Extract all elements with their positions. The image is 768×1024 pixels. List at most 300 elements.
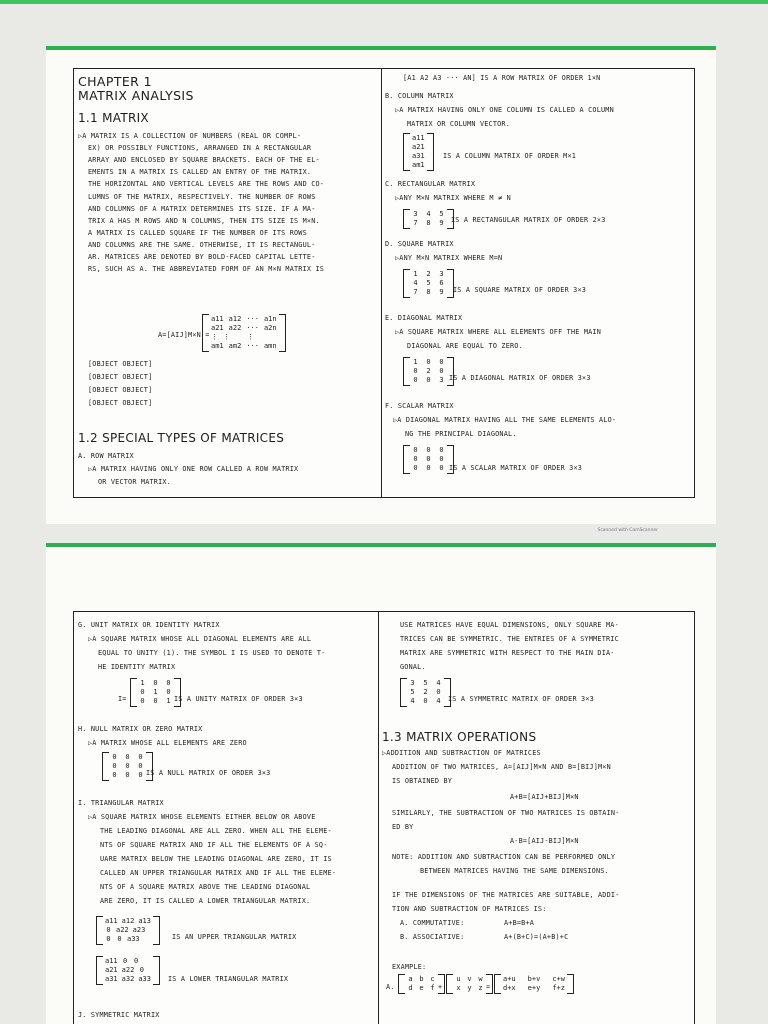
matrix-entry: 0 bbox=[112, 753, 117, 761]
matrix-entry: ⋮ bbox=[211, 333, 218, 341]
matrix-entry: am2 bbox=[228, 342, 242, 350]
subsection-title: A. ROW MATRIX bbox=[78, 452, 134, 460]
paragraph-line: TRICES CAN BE SYMMETRIC. THE ENTRIES OF A SYMMETRIC bbox=[400, 635, 619, 643]
subsection-title: I. TRIANGULAR MATRIX bbox=[78, 799, 164, 807]
section-heading: 1.3 MATRIX OPERATIONS bbox=[382, 730, 537, 744]
matrix-body bbox=[410, 357, 447, 386]
matrix-entry: 3 bbox=[410, 679, 415, 687]
property-label: B. ASSOCIATIVE: bbox=[400, 933, 465, 941]
matrix-entry: 0 bbox=[426, 455, 431, 463]
matrix-entry: 0 bbox=[436, 688, 441, 696]
paragraph-line: TION AND SUBTRACTION OF MATRICES IS: bbox=[392, 905, 547, 913]
matrix-entry: 4 bbox=[410, 697, 415, 705]
matrix-entry: a12 bbox=[121, 917, 135, 925]
matrix-row bbox=[409, 679, 442, 688]
paragraph-line: NG THE PRINCIPAL DIAGONAL. bbox=[405, 430, 517, 438]
matrix-row bbox=[412, 161, 425, 170]
paragraph-line: [OBJECT OBJECT] bbox=[88, 399, 153, 407]
paragraph-line: ▷ADDITION AND SUBTRACTION OF MATRICES bbox=[382, 749, 541, 757]
matrix-entry: e bbox=[419, 984, 424, 992]
page-1-right-column bbox=[383, 69, 699, 497]
matrix-row bbox=[412, 358, 445, 367]
page-1-left-column bbox=[74, 69, 380, 497]
matrix-bracket-left bbox=[403, 357, 410, 386]
matrix-row bbox=[409, 688, 442, 697]
matrix-entry: 2 bbox=[423, 688, 428, 696]
section-heading: 1.2 SPECIAL TYPES OF MATRICES bbox=[78, 431, 285, 445]
paragraph-line: A MATRIX IS CALLED SQUARE IF THE NUMBER OF ITS ROWS bbox=[88, 228, 307, 237]
matrix-entry: 1 bbox=[166, 697, 171, 705]
matrix-entry: w bbox=[478, 975, 483, 983]
matrix-entry: 9 bbox=[439, 219, 444, 227]
page-2-frame bbox=[73, 611, 695, 1024]
symmetric-matrix bbox=[400, 678, 451, 707]
matrix-entry: 0 bbox=[413, 464, 418, 472]
paragraph-line: MATRIX OR COLUMN VECTOR. bbox=[407, 120, 511, 128]
matrix-entry: 0 bbox=[117, 935, 122, 943]
matrix-body bbox=[410, 133, 427, 171]
example-prefix: A. bbox=[386, 983, 395, 991]
matrix-bracket-right bbox=[427, 133, 434, 171]
matrix-bracket-left bbox=[494, 974, 501, 994]
matrix-entry: 0 bbox=[439, 464, 444, 472]
paragraph-line: ▷A SQUARE MATRIX WHOSE ALL DIAGONAL ELEMENTS ARE ALL bbox=[88, 635, 312, 643]
matrix-row bbox=[412, 152, 425, 161]
matrix-body bbox=[501, 974, 567, 994]
matrix-caption: IS A SCALAR MATRIX OF ORDER 3×3 bbox=[449, 464, 583, 472]
matrix-entry: ··· bbox=[246, 315, 259, 323]
matrix-bracket-left bbox=[96, 916, 103, 945]
matrix-body bbox=[410, 209, 447, 229]
matrix-entry: y bbox=[467, 984, 472, 992]
matrix-row bbox=[412, 270, 445, 279]
matrix-entry: 5 bbox=[423, 679, 428, 687]
matrix-entry: 0 bbox=[439, 455, 444, 463]
scanner-watermark: Scanned with CamScanner bbox=[597, 528, 658, 533]
paragraph-line: TRIX A HAS M ROWS AND N COLUMNS, THEN ITS SIZE IS M×N. bbox=[88, 216, 320, 225]
matrix-row bbox=[105, 926, 151, 935]
matrix-row bbox=[455, 975, 484, 984]
matrix-row bbox=[105, 975, 151, 984]
matrix-row bbox=[139, 679, 172, 688]
matrix-row bbox=[503, 984, 565, 993]
page-2-right-column bbox=[380, 612, 696, 1024]
column-divider bbox=[381, 69, 382, 497]
matrix-row bbox=[412, 446, 445, 455]
page-2-left-column bbox=[74, 612, 380, 1024]
matrix-entry: 5 bbox=[426, 279, 431, 287]
example-matrix-sum bbox=[494, 974, 574, 994]
addition-equation: A+B=[AIJ+BIJ]M×N bbox=[510, 793, 579, 801]
subsection-title: E. DIAGONAL MATRIX bbox=[385, 314, 463, 322]
matrix-caption: IS A COLUMN MATRIX OF ORDER M×1 bbox=[443, 152, 577, 160]
matrix-entry: 0 bbox=[439, 367, 444, 375]
matrix-entry: a33 bbox=[127, 935, 140, 943]
paragraph-line: ▷ANY M×N MATRIX WHERE M ≠ N bbox=[395, 194, 511, 202]
paragraph-line: [OBJECT OBJECT] bbox=[88, 360, 153, 368]
matrix-row bbox=[407, 984, 436, 993]
paragraph-line: NTS OF A SQUARE MATRIX ABOVE THE LEADING DIAGONAL bbox=[100, 883, 311, 891]
paragraph-line: ▷A MATRIX WHOSE ALL ELEMENTS ARE ZERO bbox=[88, 739, 247, 747]
paragraph-line: [OBJECT OBJECT] bbox=[88, 373, 153, 381]
paragraph-line: ▷A MATRIX HAVING ONLY ONE ROW CALLED A ROW MATRIX bbox=[88, 465, 299, 473]
matrix-entry: 1 bbox=[413, 358, 418, 366]
matrix-row bbox=[412, 143, 425, 152]
paragraph-line: ▷A SQUARE MATRIX WHERE ALL ELEMENTS OFF THE MAIN bbox=[395, 328, 602, 336]
matrix-entry: 0 bbox=[413, 376, 418, 384]
page-1-frame bbox=[73, 68, 695, 498]
matrix-entry: a21 bbox=[211, 324, 224, 332]
matrix-entry: 0 bbox=[413, 367, 418, 375]
matrix-entry: 0 bbox=[423, 697, 428, 705]
paragraph-line: ED BY bbox=[392, 823, 414, 831]
subsection-title: C. RECTANGULAR MATRIX bbox=[385, 180, 476, 188]
matrix-entry: c bbox=[430, 975, 435, 983]
paragraph-line: EQUAL TO UNITY (1). THE SYMBOL I IS USED TO DENOTE T- bbox=[98, 649, 326, 657]
matrix-entry: a11 bbox=[105, 957, 118, 965]
subsection-title: B. COLUMN MATRIX bbox=[385, 92, 454, 100]
matrix-entry: 0 bbox=[139, 966, 144, 974]
matrix-entry: am1 bbox=[211, 342, 224, 350]
property-equation: A+B=B+A bbox=[504, 919, 535, 927]
paragraph-line: USE MATRICES HAVE EQUAL DIMENSIONS, ONLY SQUARE MA- bbox=[400, 621, 619, 629]
matrix-row bbox=[412, 279, 445, 288]
matrix-row bbox=[455, 984, 484, 993]
matrix-entry: ··· bbox=[246, 342, 259, 350]
matrix-bracket-left bbox=[130, 678, 137, 707]
matrix-row bbox=[211, 315, 277, 324]
paragraph-line: THE LEADING DIAGONAL ARE ALL ZERO. WHEN ALL THE ELEME- bbox=[100, 827, 332, 835]
notebook-page-1 bbox=[46, 46, 716, 524]
matrix-row bbox=[211, 333, 277, 342]
matrix-body bbox=[137, 678, 174, 707]
paragraph-line: ▷A MATRIX HAVING ONLY ONE COLUMN IS CALLED A COLUMN bbox=[395, 106, 614, 114]
property-label: A. COMMUTATIVE: bbox=[400, 919, 465, 927]
matrix-body bbox=[407, 678, 444, 707]
matrix-row bbox=[105, 935, 151, 944]
matrix-entry: ⋮ bbox=[223, 333, 230, 341]
paragraph-line: NTS OF SQUARE MATRIX AND IF ALL THE ELEMENTS OF A SQ- bbox=[100, 841, 328, 849]
matrix-entry: 0 bbox=[413, 446, 418, 454]
matrix-entry: a1n bbox=[263, 315, 277, 323]
matrix-entry: 5 bbox=[439, 210, 444, 218]
matrix-entry: 0 bbox=[138, 762, 143, 770]
matrix-bracket-left bbox=[102, 752, 109, 781]
matrix-entry: a33 bbox=[138, 975, 151, 983]
matrix-row bbox=[105, 917, 151, 926]
matrix-entry: 3 bbox=[439, 270, 444, 278]
matrix-entry: 0 bbox=[426, 464, 431, 472]
matrix-entry: 0 bbox=[106, 926, 111, 934]
paragraph-line: ▷A MATRIX IS A COLLECTION OF NUMBERS (REAL OR COMPL- bbox=[78, 132, 302, 140]
matrix-entry: v bbox=[467, 975, 472, 983]
matrix-row bbox=[139, 697, 172, 706]
matrix-entry: a31 bbox=[412, 152, 425, 160]
matrix-entry: 0 bbox=[166, 679, 171, 687]
matrix-body bbox=[405, 974, 438, 994]
matrix-entry: 7 bbox=[413, 288, 418, 296]
scan-green-edge bbox=[0, 0, 768, 4]
matrix-bracket-left bbox=[403, 133, 410, 171]
paragraph-line: DIAGONAL ARE EQUAL TO ZERO. bbox=[407, 342, 523, 350]
matrix-entry: 0 bbox=[138, 753, 143, 761]
upper-triangular-matrix bbox=[96, 916, 160, 945]
matrix-entry: e+y bbox=[527, 984, 541, 992]
matrix-entry: 0 bbox=[140, 697, 145, 705]
matrix-row bbox=[111, 753, 144, 762]
matrix-body bbox=[410, 445, 447, 474]
matrix-bracket-left bbox=[96, 956, 103, 985]
matrix-entry: b bbox=[419, 975, 424, 983]
matrix-row bbox=[503, 975, 565, 984]
page-green-edge bbox=[46, 46, 716, 50]
matrix-entry: a11 bbox=[211, 315, 224, 323]
matrix-entry: a12 bbox=[228, 315, 242, 323]
matrix-caption: IS AN UPPER TRIANGULAR MATRIX bbox=[172, 933, 297, 941]
matrix-entry: amn bbox=[263, 342, 277, 350]
matrix-caption: IS A NULL MATRIX OF ORDER 3×3 bbox=[146, 769, 271, 777]
matrix-caption: IS A SQUARE MATRIX OF ORDER 3×3 bbox=[453, 286, 587, 294]
matrix-entry: 4 bbox=[426, 210, 431, 218]
rectangular-matrix bbox=[403, 209, 454, 229]
matrix-caption: IS A LOWER TRIANGULAR MATRIX bbox=[168, 975, 289, 983]
matrix-row bbox=[412, 376, 445, 385]
subsection-title: H. NULL MATRIX OR ZERO MATRIX bbox=[78, 725, 203, 733]
matrix-row bbox=[412, 288, 445, 297]
matrix-entry: a22 bbox=[116, 926, 129, 934]
paragraph-line: ARE ZERO, IT IS CALLED A LOWER TRIANGULAR MATRIX. bbox=[100, 897, 311, 905]
notebook-page-2 bbox=[46, 543, 716, 1024]
subsection-title: J. SYMMETRIC MATRIX bbox=[78, 1011, 160, 1019]
paragraph-line: CALLED AN UPPER TRIANGULAR MATRIX AND IF ALL THE ELEME- bbox=[100, 869, 337, 877]
paragraph-line: ▷ANY M×N MATRIX WHERE M=N bbox=[395, 254, 503, 262]
section-heading: 1.1 MATRIX bbox=[78, 111, 149, 125]
matrix-entry: 0 bbox=[426, 376, 431, 384]
matrix-entry: am1 bbox=[412, 161, 425, 169]
matrix-bracket-right bbox=[153, 916, 160, 945]
matrix-bracket-right bbox=[567, 974, 574, 994]
paragraph-line: UARE MATRIX BELOW THE LEADING DIAGONAL ARE ZERO, IT IS bbox=[100, 855, 332, 863]
paragraph-line: ADDITION OF TWO MATRICES, A=[AIJ]M×N AND B=[BIJ]M×N bbox=[392, 763, 611, 771]
paragraph-line: AR. MATRICES ARE DENOTED BY BOLD-FACED CAPITAL LETTE- bbox=[88, 253, 316, 261]
matrix-entry: 0 bbox=[166, 688, 171, 696]
matrix-bracket-right bbox=[153, 956, 160, 985]
column-matrix bbox=[403, 133, 434, 171]
matrix-entry: a bbox=[408, 975, 413, 983]
matrix-entry: 2 bbox=[426, 367, 431, 375]
matrix-body bbox=[103, 916, 153, 945]
paragraph-line: SIMILARLY, THE SUBTRACTION OF TWO MATRICES IS OBTAIN- bbox=[392, 809, 620, 817]
matrix-entry: 0 bbox=[140, 688, 145, 696]
matrix-row bbox=[412, 367, 445, 376]
square-matrix bbox=[403, 269, 454, 298]
matrix-entry: 7 bbox=[413, 219, 418, 227]
paragraph-line: RS, SUCH AS A. THE ABBREVIATED FORM OF AN M×N MATRIX IS bbox=[88, 265, 325, 274]
paragraph-line: THE HORIZONTAL AND VERTICAL LEVELS ARE THE ROWS AND CO- bbox=[88, 180, 325, 189]
paragraph-line: IS OBTAINED BY bbox=[392, 777, 453, 785]
page-green-edge bbox=[46, 543, 716, 547]
matrix-entry: 6 bbox=[439, 279, 444, 287]
matrix-entry: 8 bbox=[426, 288, 431, 296]
lower-triangular-matrix bbox=[96, 956, 160, 985]
matrix-row bbox=[211, 324, 277, 333]
matrix-entry: 0 bbox=[153, 679, 158, 687]
note-line: BETWEEN MATRICES HAVING THE SAME DIMENSIONS. bbox=[420, 867, 609, 875]
matrix-body bbox=[103, 956, 153, 985]
matrix-entry: 0 bbox=[153, 697, 158, 705]
matrix-caption: IS A RECTANGULAR MATRIX OF ORDER 2×3 bbox=[451, 216, 606, 224]
matrix-entry: b+v bbox=[527, 975, 541, 983]
matrix-entry: 4 bbox=[436, 697, 441, 705]
paragraph-line: ▷A SQUARE MATRIX WHOSE ELEMENTS EITHER BELOW OR ABOVE bbox=[88, 813, 316, 821]
matrix-entry: c+w bbox=[552, 975, 565, 983]
matrix-row bbox=[105, 966, 151, 975]
matrix-entry: 0 bbox=[413, 455, 418, 463]
matrix-entry: 1 bbox=[413, 270, 418, 278]
matrix-entry: 0 bbox=[112, 771, 117, 779]
matrix-entry: d+x bbox=[503, 984, 516, 992]
general-matrix bbox=[202, 314, 286, 352]
matrix-entry: ··· bbox=[246, 324, 259, 332]
subsection-title: F. SCALAR MATRIX bbox=[385, 402, 454, 410]
matrix-entry: a32 bbox=[121, 975, 135, 983]
paragraph-line: EX) OR POSSIBLY FUNCTIONS, ARRANGED IN A RECTANGULAR bbox=[88, 144, 312, 153]
matrix-row bbox=[412, 455, 445, 464]
plus-sign: + bbox=[438, 983, 443, 991]
matrix-entry: a22 bbox=[121, 966, 135, 974]
matrix-row bbox=[409, 697, 442, 706]
paragraph-line: HE IDENTITY MATRIX bbox=[98, 663, 176, 671]
matrix-bracket-left bbox=[446, 974, 453, 994]
matrix-entry: a13 bbox=[138, 917, 151, 925]
matrix-entry: 0 bbox=[125, 762, 130, 770]
matrix-entry: 4 bbox=[413, 279, 418, 287]
matrix-entry: 9 bbox=[439, 288, 444, 296]
paragraph-line: [OBJECT OBJECT] bbox=[88, 386, 153, 394]
matrix-bracket-left bbox=[400, 678, 407, 707]
identity-symbol: I= bbox=[118, 695, 127, 703]
matrix-entry: a11 bbox=[412, 134, 425, 142]
matrix-entry: x bbox=[456, 984, 461, 992]
matrix-entry: 0 bbox=[439, 358, 444, 366]
matrix-entry: a21 bbox=[105, 966, 118, 974]
matrix-entry: a22 bbox=[228, 324, 242, 332]
matrix-bracket-left bbox=[398, 974, 405, 994]
matrix-entry bbox=[235, 333, 242, 342]
matrix-entry: f+z bbox=[552, 984, 565, 992]
property-equation: A+(B+C)=(A+B)+C bbox=[504, 933, 569, 941]
matrix-entry: a11 bbox=[105, 917, 118, 925]
subsection-title: G. UNIT MATRIX OR IDENTITY MATRIX bbox=[78, 621, 220, 629]
matrix-row bbox=[412, 134, 425, 143]
diagonal-matrix bbox=[403, 357, 454, 386]
matrix-row bbox=[211, 342, 277, 351]
subsection-title: D. SQUARE MATRIX bbox=[385, 240, 454, 248]
matrix-entry: 0 bbox=[134, 957, 139, 965]
matrix-bracket-left bbox=[403, 445, 410, 474]
matrix-entry: a21 bbox=[412, 143, 425, 151]
matrix-entry: 0 bbox=[138, 771, 143, 779]
matrix-row bbox=[111, 771, 144, 780]
matrix-entry: 1 bbox=[140, 679, 145, 687]
chapter-heading: MATRIX ANALYSIS bbox=[78, 88, 194, 103]
scalar-matrix bbox=[403, 445, 454, 474]
paragraph-line: ARRAY AND ENCLOSED BY SQUARE BRACKETS. EACH OF THE EL- bbox=[88, 156, 320, 165]
matrix-bracket-right bbox=[279, 314, 286, 352]
matrix-row bbox=[412, 464, 445, 473]
matrix-row bbox=[139, 688, 172, 697]
matrix-entry: u bbox=[456, 975, 461, 983]
matrix-definition-lhs: A=[AIJ]M×N = bbox=[158, 331, 210, 339]
matrix-bracket-left bbox=[403, 209, 410, 229]
matrix-entry: 0 bbox=[125, 753, 130, 761]
paragraph-line: ▷A DIAGONAL MATRIX HAVING ALL THE SAME ELEMENTS ALO- bbox=[393, 416, 617, 424]
matrix-entry: d bbox=[408, 984, 413, 992]
matrix-body bbox=[453, 974, 486, 994]
matrix-entry: a2n bbox=[263, 324, 277, 332]
paragraph-line: AND COLUMNS OF A MATRIX DETERMINES ITS SIZE. IF A MA- bbox=[88, 204, 316, 213]
matrix-body bbox=[209, 314, 279, 352]
matrix-entry: 3 bbox=[413, 210, 418, 218]
matrix-entry: 0 bbox=[123, 957, 128, 965]
row-matrix-example: [A1 A2 A3 ··· AN] IS A ROW MATRIX OF ORDER 1×N bbox=[403, 74, 601, 82]
matrix-caption: IS A SYMMETRIC MATRIX OF ORDER 3×3 bbox=[448, 695, 594, 703]
matrix-entry: z bbox=[478, 984, 483, 992]
matrix-entry: ⋮ bbox=[247, 333, 254, 341]
paragraph-line: EMENTS IN A MATRIX IS CALLED AN ENTRY OF THE MATRIX. bbox=[88, 168, 312, 177]
matrix-entry: 1 bbox=[153, 688, 158, 696]
matrix-entry: 0 bbox=[125, 771, 130, 779]
matrix-row bbox=[412, 210, 445, 219]
matrix-body bbox=[410, 269, 447, 298]
matrix-entry: a31 bbox=[105, 975, 118, 983]
matrix-entry: a23 bbox=[132, 926, 146, 934]
matrix-entry: 0 bbox=[439, 446, 444, 454]
matrix-entry: 0 bbox=[106, 935, 111, 943]
subtraction-equation: A-B=[AIJ-BIJ]M×N bbox=[510, 837, 579, 845]
paragraph-line: GONAL. bbox=[400, 663, 426, 671]
matrix-row bbox=[407, 975, 436, 984]
matrix-entry: 4 bbox=[436, 679, 441, 687]
matrix-entry: 8 bbox=[426, 219, 431, 227]
equals-sign: = bbox=[486, 983, 491, 991]
matrix-entry: 5 bbox=[410, 688, 415, 696]
matrix-entry: f bbox=[430, 984, 435, 992]
paragraph-line: OR VECTOR MATRIX. bbox=[98, 478, 171, 486]
matrix-entry: 2 bbox=[426, 270, 431, 278]
matrix-caption: IS A UNITY MATRIX OF ORDER 3×3 bbox=[174, 695, 303, 703]
matrix-body bbox=[109, 752, 146, 781]
matrix-entry: 3 bbox=[439, 376, 444, 384]
matrix-entry: 0 bbox=[112, 762, 117, 770]
matrix-row bbox=[111, 762, 144, 771]
chapter-heading: CHAPTER 1 bbox=[78, 74, 152, 89]
matrix-entry: a+u bbox=[503, 975, 516, 983]
matrix-bracket-left bbox=[403, 269, 410, 298]
matrix-entry: 0 bbox=[426, 446, 431, 454]
matrix-bracket-left bbox=[202, 314, 209, 352]
matrix-caption: IS A DIAGONAL MATRIX OF ORDER 3×3 bbox=[449, 374, 591, 382]
matrix-entry: 0 bbox=[426, 358, 431, 366]
paragraph-line: MATRIX ARE SYMMETRIC WITH RESPECT TO THE MAIN DIA- bbox=[400, 649, 615, 657]
paragraph-line: IF THE DIMENSIONS OF THE MATRICES ARE SUITABLE, ADDI- bbox=[392, 891, 620, 899]
paragraph-line: LUMNS OF THE MATRIX, RESPECTIVELY. THE NUMBER OF ROWS bbox=[88, 192, 316, 201]
matrix-row bbox=[105, 957, 151, 966]
paragraph-line: AND COLUMNS ARE THE SAME. OTHERWISE, IT IS RECTANGUL- bbox=[88, 240, 316, 249]
matrix-row bbox=[412, 219, 445, 228]
example-label: EXAMPLE: bbox=[392, 963, 427, 971]
note-line: NOTE: ADDITION AND SUBTRACTION CAN BE PERFORMED ONLY bbox=[392, 853, 616, 861]
